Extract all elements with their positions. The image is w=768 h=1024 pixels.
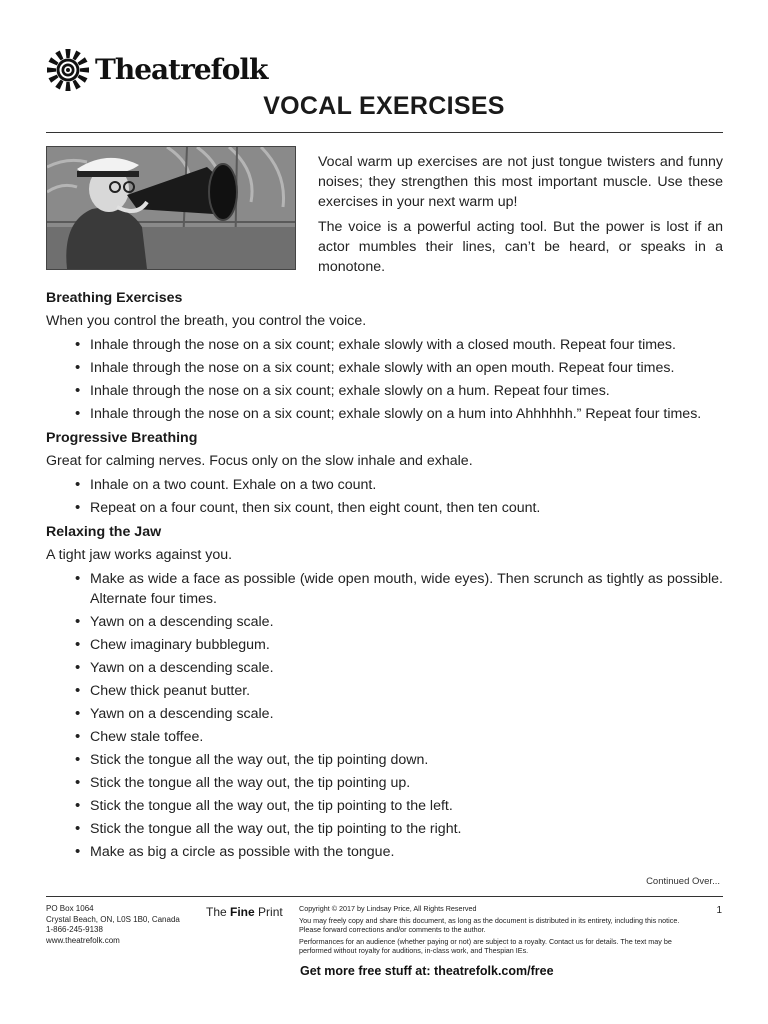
brand-name: Theatrefolk [95, 53, 268, 86]
section-lead: A tight jaw works against you. [46, 547, 233, 563]
fine-print-label [206, 905, 283, 919]
list-item: • Inhale on a two count. Exhale on a two count. [46, 475, 723, 495]
list-item: • Chew stale toffee. [46, 727, 723, 747]
list-item: • Yawn on a descending scale. [46, 704, 723, 724]
list-item: • Chew imaginary bubblegum. [46, 635, 723, 655]
exercise-list [46, 475, 723, 518]
list-item: • Make as wide a face as possible (wide open mouth, wide eyes). Then scrunch as tightly as possible. Alternate four times. [46, 569, 723, 609]
exercise-sections [46, 287, 723, 865]
footer-divider [46, 896, 723, 897]
sunburst-logo-icon [46, 48, 90, 92]
list-item: • Inhale through the nose on a six count; exhale slowly with a closed mouth. Repeat four times. [46, 335, 723, 355]
megaphone-man-photo [46, 146, 296, 270]
address-line: PO Box 1064 [46, 904, 94, 913]
fine-print-prefix: The [206, 905, 231, 919]
list-item: • Yawn on a descending scale. [46, 612, 723, 632]
exercise-list [46, 569, 723, 862]
address-line: Crystal Beach, ON, L0S 1B0, Canada [46, 914, 180, 924]
exercise-list [46, 335, 723, 424]
fine-print-bold: Fine [230, 905, 255, 919]
intro-text [318, 152, 723, 282]
section-heading: Progressive Breathing [46, 430, 198, 446]
list-item: • Inhale through the nose on a six count; exhale slowly on a hum. Repeat four times. [46, 381, 723, 401]
website-link[interactable]: www.theatrefolk.com [46, 935, 120, 945]
fine-print-suffix: Print [254, 905, 283, 919]
header-divider [46, 132, 723, 133]
section-lead: When you control the breath, you control the voice. [46, 313, 367, 329]
performance-notice: Performances for an audience (whether paying or not) are subject to a royalty. Contact us for details. The text may be performed without royalty for auditions, in-class work, and Thespian IEs. [299, 936, 672, 956]
section-relaxing-the-jaw [46, 521, 723, 862]
list-item: • Chew thick peanut butter. [46, 681, 723, 701]
intro-paragraph: Vocal warm up exercises are not just tongue twisters and funny noises; they strengthen this most important muscle. Use these exercises in your next warm up! [318, 154, 723, 210]
list-item: • Inhale through the nose on a six count; exhale slowly on a hum into Ahhhhhh.” Repeat four times. [46, 404, 723, 424]
list-item: • Inhale through the nose on a six count; exhale slowly with an open mouth. Repeat four times. [46, 358, 723, 378]
theatrefolk-logo [46, 48, 267, 92]
legal-notice [299, 904, 699, 958]
copyright-notice: Copyright © 2017 by Lindsay Price, All Rights Reserved [299, 904, 477, 913]
list-item: • Stick the tongue all the way out, the tip pointing down. [46, 750, 723, 770]
section-heading: Relaxing the Jaw [46, 524, 162, 540]
footer-address [46, 904, 180, 946]
list-item: • Stick the tongue all the way out, the tip pointing to the left. [46, 796, 723, 816]
list-item: • Stick the tongue all the way out, the tip pointing up. [46, 773, 723, 793]
list-item: • Stick the tongue all the way out, the tip pointing to the right. [46, 819, 723, 839]
phone-number: 1-866-245-9138 [46, 925, 103, 934]
section-breathing-exercises [46, 287, 723, 424]
list-item: • Repeat on a four count, then six count, then eight count, then ten count. [46, 498, 723, 518]
section-progressive-breathing [46, 427, 723, 518]
list-item: • Yawn on a descending scale. [46, 658, 723, 678]
section-heading: Breathing Exercises [46, 290, 183, 306]
list-item: • Make as big a circle as possible with the tongue. [46, 842, 723, 862]
free-stuff-link[interactable]: Get more free stuff at: theatrefolk.com/free [300, 964, 554, 978]
share-notice: You may freely copy and share this document, as long as the document is distributed in its entirety, including this notice. Please forward corrections and/or comments to the author. [299, 915, 680, 935]
continued-note: Continued Over... [646, 876, 720, 887]
page-title: VOCAL EXERCISES [263, 92, 505, 120]
section-lead: Great for calming nerves. Focus only on the slow inhale and exhale. [46, 453, 473, 469]
page-number: 1 [716, 905, 722, 916]
intro-paragraph: The voice is a powerful acting tool. But the power is lost if an actor mumbles their lines, can’t be heard, or speaks in a monotone. [318, 219, 723, 275]
